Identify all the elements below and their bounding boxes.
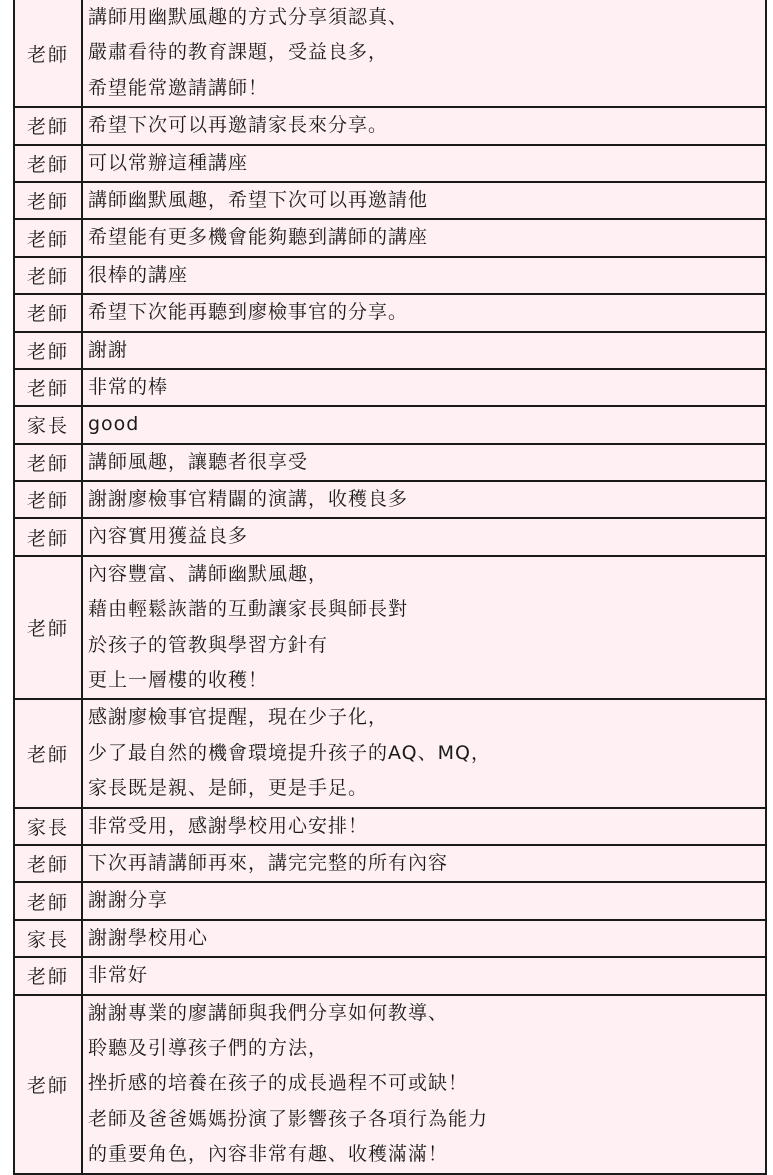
comment-cell	[82, 219, 766, 256]
feedback-row	[14, 145, 766, 182]
feedback-row	[14, 957, 766, 994]
comment-line: 謝謝廖檢事官精闢的演講，收穫良多	[88, 488, 409, 511]
comment-cell	[82, 107, 766, 144]
feedback-row	[14, 444, 766, 481]
comment-cell	[82, 518, 766, 555]
comment-line: 講師用幽默風趣的方式分享須認真、	[88, 6, 409, 28]
comment-line: 希望能常邀請講師！	[88, 76, 269, 99]
respondent-role-cell: 老師	[14, 882, 82, 919]
feedback-row	[14, 920, 766, 957]
comment-line: 感謝廖檢事官提醒，現在少子化，	[88, 706, 389, 729]
respondent-role-cell: 老師	[14, 444, 82, 481]
comment-line: 講師幽默風趣，希望下次可以再邀請他	[88, 188, 429, 211]
respondent-role-cell: 家長	[14, 406, 82, 443]
comment-cell	[82, 257, 766, 294]
respondent-role-cell: 家長	[14, 808, 82, 845]
comment-line: 藉由輕鬆詼諧的互動讓家長與師長對	[88, 598, 409, 621]
feedback-row	[14, 882, 766, 919]
comment-line: 少了最自然的機會環境提升孩子的AQ、MQ，	[88, 741, 491, 764]
comment-line: 非常好	[88, 964, 149, 987]
comment-cell	[82, 332, 766, 369]
comment-cell	[82, 699, 766, 807]
respondent-role-cell: 老師	[14, 995, 82, 1174]
feedback-row	[14, 0, 766, 107]
respondent-role-cell: 老師	[14, 556, 82, 700]
comment-cell	[82, 406, 766, 443]
respondent-role-cell: 家長	[14, 920, 82, 957]
comment-line: 於孩子的管教與學習方針有	[88, 633, 329, 656]
feedback-row	[14, 107, 766, 144]
respondent-role-cell: 老師	[14, 332, 82, 369]
comment-cell	[82, 995, 766, 1174]
comment-line: 希望下次可以再邀請家長來分享。	[88, 114, 389, 137]
comment-cell	[82, 182, 766, 219]
respondent-role-cell: 老師	[14, 257, 82, 294]
comment-line: 非常的棒	[88, 375, 169, 398]
comment-line: 挫折感的培養在孩子的成長過程不可或缺！	[88, 1072, 469, 1095]
comment-line: 謝謝學校用心	[88, 926, 209, 949]
comment-cell	[82, 294, 766, 331]
feedback-row	[14, 518, 766, 555]
comment-line: 嚴肅看待的教育課題，受益良多，	[88, 41, 389, 64]
feedback-table-body	[14, 0, 766, 1174]
comment-line: 希望能有更多機會能夠聽到講師的講座	[88, 226, 429, 249]
feedback-table	[13, 0, 767, 1175]
feedback-row	[14, 406, 766, 443]
feedback-row	[14, 219, 766, 256]
respondent-role-cell: 老師	[14, 182, 82, 219]
respondent-role-cell: 老師	[14, 219, 82, 256]
respondent-role-cell: 老師	[14, 699, 82, 807]
feedback-row	[14, 845, 766, 882]
comment-line: 謝謝分享	[88, 889, 169, 912]
comment-cell	[82, 882, 766, 919]
comment-line: 家長既是親、是師，更是手足。	[88, 777, 369, 800]
comment-line: 老師及爸爸媽媽扮演了影響孩子各項行為能力	[88, 1107, 489, 1130]
feedback-row	[14, 294, 766, 331]
feedback-row	[14, 556, 766, 700]
respondent-role-cell: 老師	[14, 518, 82, 555]
feedback-row	[14, 699, 766, 807]
comment-line: 可以常辦這種講座	[88, 151, 249, 174]
feedback-row	[14, 369, 766, 406]
respondent-role-cell: 老師	[14, 481, 82, 518]
feedback-row	[14, 995, 766, 1174]
comment-line: 下次再請講師再來，講完完整的所有內容	[88, 851, 449, 874]
respondent-role-cell: 老師	[14, 845, 82, 882]
comment-cell	[82, 920, 766, 957]
comment-line: 內容實用獲益良多	[88, 525, 249, 548]
comment-line: 的重要角色，內容非常有趣、收穫滿滿！	[88, 1143, 449, 1166]
comment-line: 非常受用，感謝學校用心安排！	[88, 814, 369, 837]
comment-cell	[82, 808, 766, 845]
comment-line: 謝謝	[88, 338, 129, 361]
feedback-row	[14, 481, 766, 518]
respondent-role-cell: 老師	[14, 294, 82, 331]
comment-cell	[82, 481, 766, 518]
comment-cell	[82, 369, 766, 406]
comment-cell	[82, 845, 766, 882]
comment-cell	[82, 556, 766, 700]
comment-line: 聆聽及引導孩子們的方法，	[88, 1036, 329, 1059]
comment-line: 希望下次能再聽到廖檢事官的分享。	[88, 301, 409, 324]
feedback-row	[14, 808, 766, 845]
respondent-role-cell: 老師	[14, 145, 82, 182]
comment-line: 講師風趣，讓聽者很享受	[88, 450, 309, 473]
respondent-role-cell: 老師	[14, 957, 82, 994]
comment-line: 更上一層樓的收穫！	[88, 669, 269, 692]
feedback-row	[14, 257, 766, 294]
respondent-role-cell: 老師	[14, 0, 82, 107]
comment-cell	[82, 957, 766, 994]
feedback-row	[14, 182, 766, 219]
comment-line: good	[88, 413, 140, 436]
respondent-role-cell: 老師	[14, 107, 82, 144]
comment-cell	[82, 444, 766, 481]
respondent-role-cell: 老師	[14, 369, 82, 406]
comment-cell	[82, 0, 766, 107]
comment-cell	[82, 145, 766, 182]
comment-line: 謝謝專業的廖講師與我們分享如何教導、	[88, 1001, 449, 1024]
feedback-row	[14, 332, 766, 369]
comment-line: 很棒的講座	[88, 263, 189, 286]
comment-line: 內容豐富、講師幽默風趣，	[88, 562, 329, 585]
